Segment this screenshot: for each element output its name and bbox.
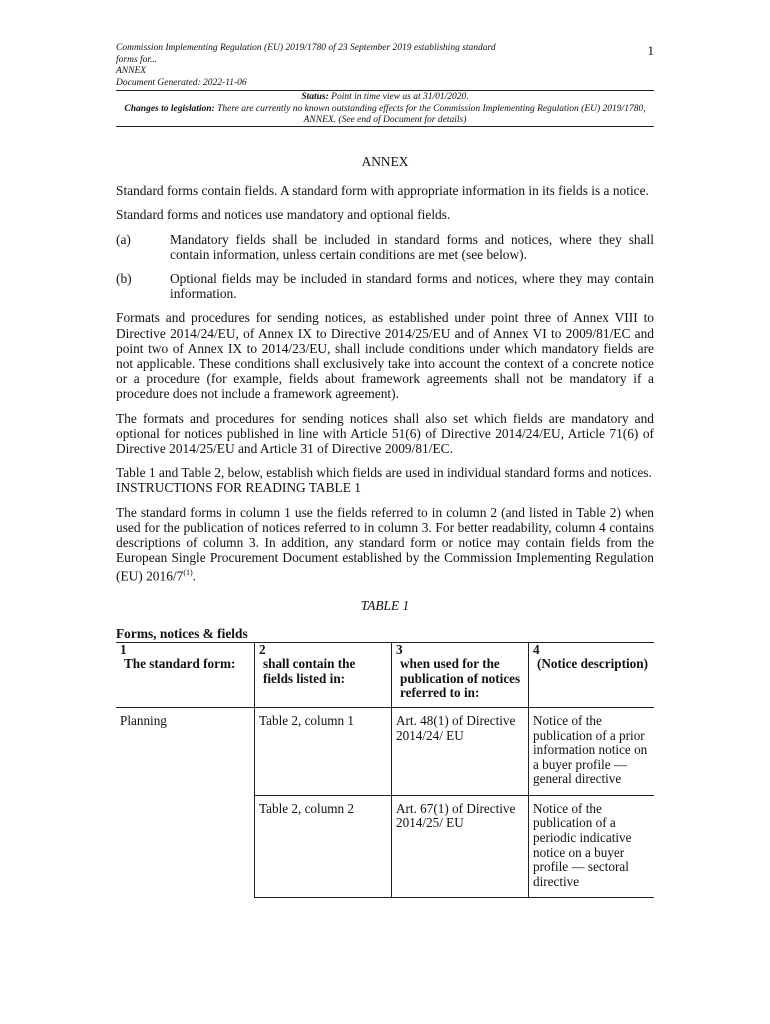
table-title: Forms, notices & fields [116,626,248,642]
status-divider [116,126,654,127]
table-row: Table 2, column 2 Art. 67(1) of Directive 2014/25/ EU Notice of the publication of a periodic indicative notice on a buyer profile — sectoral directive [116,795,654,898]
instructions-heading: INSTRUCTIONS FOR READING TABLE 1 [116,480,361,496]
generated-date: Document Generated: 2022-11-06 [116,77,247,88]
status-block: Status: Point in time view as at 31/01/2020. Changes to legislation: There are currently no known outstanding effects for the Commission Implementing Regulation (EU) 2019/1780, ANNEX. (See end of Document for details) [124,92,646,125]
table-row: Planning Table 2, column 1 Art. 48(1) of Directive 2014/24/ EU Notice of the publication of a prior information notice on a buyer profile — general directive [116,707,654,795]
paragraph: Standard forms and notices use mandatory and optional fields. [116,207,451,223]
forms-table [116,642,654,899]
paragraph: Table 1 and Table 2, below, establish which fields are used in individual standard forms and notices. [116,465,652,481]
page-header [116,43,654,89]
list-item: (a) Mandatory fields shall be included in standard forms and notices, where they shall contain information, unless certain conditions are met (see below). [116,231,654,262]
paragraph: The standard forms in column 1 use the fields referred to in column 2 (and listed in Table 2) when used for the publication of notices referred to in column 3. For better readability, column 4 contains descriptions of column 3. In addition, any standard form or notice may contain fields from the European Single Procurement Document established by the Commission Implementing Regulation (EU) 2016/7$^{(1)}$. [116,504,654,584]
document-body [116,154,654,898]
paragraph: The formats and procedures for sending notices shall also set which fields are mandatory and optional for notices published in line with Article 51(6) of Directive 2014/24/EU, Article 71(6) of Directive 2014/25/EU and Article 31 of Directive 2009/81/EC. [116,410,654,457]
paragraph: Formats and procedures for sending notices, as established under point three of Annex VIII to Directive 2014/24/EU, of Annex IX to Directive 2014/25/EU and of Annex VI to 2009/81/EC and point two of Annex IX to 2014/23/EU, shall include conditions under which mandatory fields are not applicable. These conditions shall exclusively take into account the context of a concrete notice or a procedure (for example, fields about framework agreements shall not be mandatory if a procedure does not include a framework agreement). [116,310,654,402]
table-caption: TABLE 1 [360,598,410,614]
annex-heading: ANNEX [361,154,409,169]
page-number: 1 [647,43,654,58]
table-column-numbers: 1 2 3 4 [116,642,654,657]
footnote-link[interactable]: (1) [183,568,193,578]
header-divider [116,90,654,91]
list-item: (b) Optional fields may be included in standard forms and notices, where they may contain information. [116,271,654,302]
document-title: Commission Implementing Regulation (EU) 2019/1780 of 23 September 2019 establishing standard forms for... ANNEX Document Generated: 2022-11-06 [116,43,546,89]
paragraph: Standard forms contain fields. A standard form with appropriate information in its fields is a notice. [116,183,649,199]
table-header-row: The standard form: shall contain the fields listed in: when used for the publication of notices referred to in: (Notice description) [116,657,654,707]
